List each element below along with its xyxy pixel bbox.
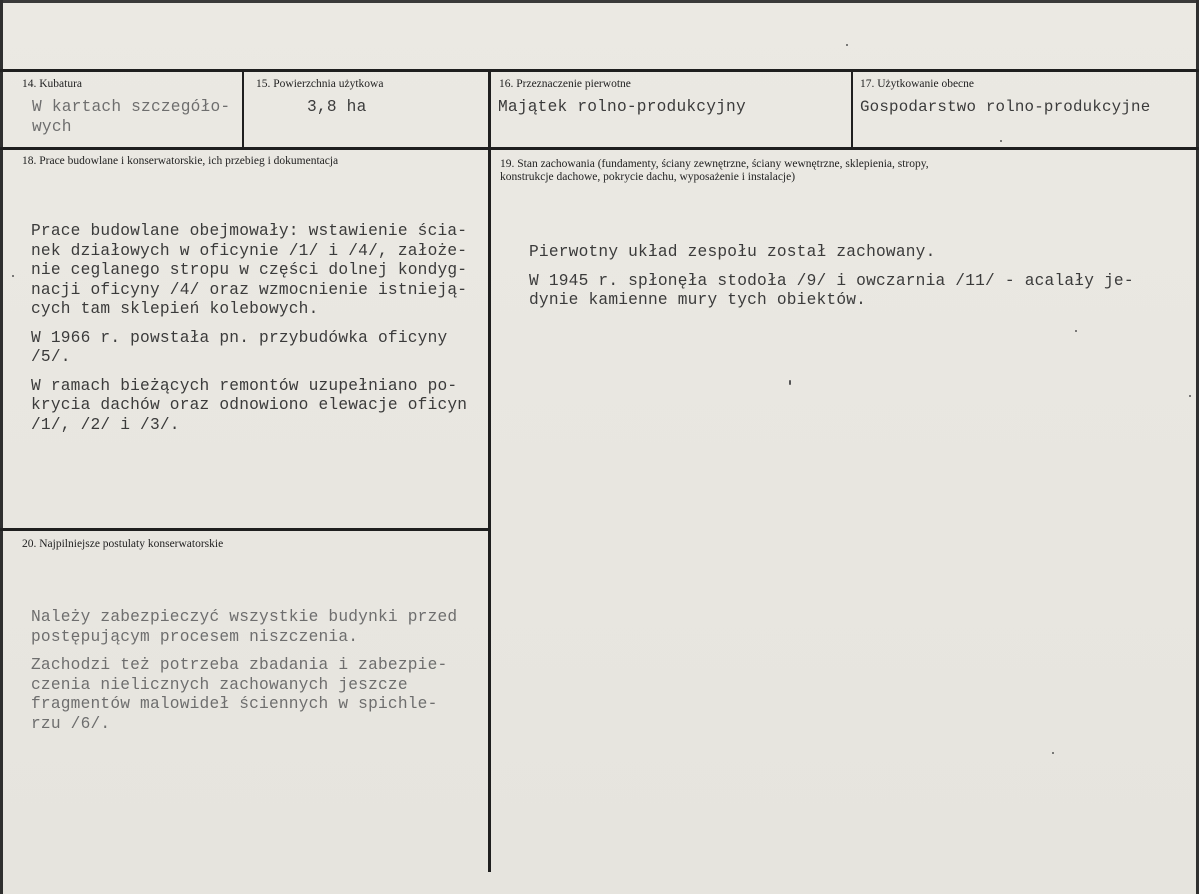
rule-col-16-17 [851, 70, 853, 149]
rule-row1-bottom [0, 147, 1199, 150]
field-19-text: Pierwotny układ zespołu został zachowany. W 1945 r. spłonęła stodoła /9/ i owczarnia /11/ - acalały je- dynie kamienne mury tych obiektów. [529, 243, 1134, 309]
field-17-value: Gospodarstwo rolno-produkcyjne [860, 98, 1151, 116]
card-left-edge [0, 0, 3, 894]
field-20-label: 20. Najpilniejsze postulaty konserwatorskie [22, 538, 224, 550]
field-20-text: Należy zabezpieczyć wszystkie budynki przed postępującym procesem niszczenia. Zachodzi też potrzeba zbadania i zabezpie- czenia nielicznych zachowanych jeszcze fragmentów malowideł ściennych w spichle- rzu /6/. [31, 608, 458, 733]
field-15-label: 15. Powierzchnia użytkowa [256, 78, 384, 90]
paper-speck [12, 275, 14, 277]
rule-row1-top [0, 69, 1199, 72]
field-14-label: 14. Kubatura [22, 78, 83, 90]
field-14-value: W kartach szczegóło- wych [32, 98, 231, 136]
paper-speck [1189, 395, 1191, 397]
rule-col-main [488, 70, 491, 872]
paper-speck [1075, 330, 1077, 332]
rule-col-14-15 [242, 70, 244, 149]
field-16-value: Majątek rolno-produkcyjny [498, 98, 746, 116]
field-16-label: 16. Przeznaczenie pierwotne [499, 78, 631, 90]
field-15-value: 3,8 ha [307, 98, 367, 116]
paper-speck [1000, 140, 1002, 142]
rule-section20-top [0, 528, 490, 531]
card-top-edge [0, 0, 1199, 3]
paper-speck [1052, 752, 1054, 754]
field-18-text: Prace budowlane obejmowały: wstawienie ścia- nek działowych w oficynie /1/ i /4/, założe- nie ceglanego stropu w części dolnej kondyg- nacji oficyny /4/ oraz wzmocnienie istnieją- cych tam sklepień kolebowych. W 1966 r. powstała pn. przybudówka oficyny /5/. W ramach bieżących remontów uzupełniano po- krycia dachów oraz odnowiono elewacje oficyn /1/, /2/ i /3/. [31, 222, 468, 434]
paper-speck [789, 380, 791, 385]
field-19-label: 19. Stan zachowania (fundamenty, ściany zewnętrzne, ściany wewnętrzne, sklepienia, stropy, konstrukcje dachowe, pokrycie dachu, wyposażenie i instalacje) [500, 158, 929, 183]
field-17-label: 17. Użytkowanie obecne [860, 78, 975, 90]
field-18-label: 18. Prace budowlane i konserwatorskie, ich przebieg i dokumentacja [22, 155, 339, 167]
paper-speck [846, 44, 848, 46]
